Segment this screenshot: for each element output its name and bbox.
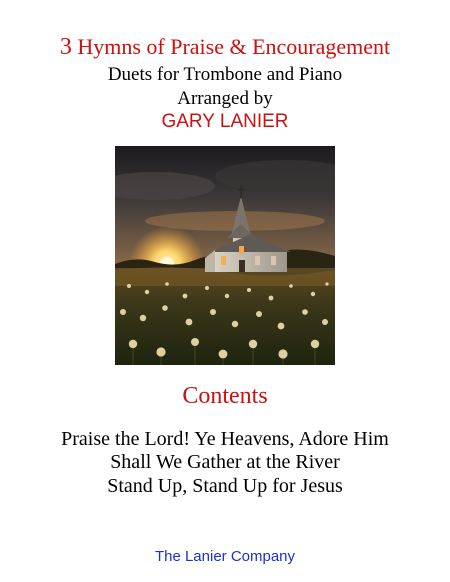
contents-item: Shall We Gather at the River: [110, 451, 340, 473]
cover-title: [0, 34, 450, 60]
contents-item: Stand Up, Stand Up for Jesus: [107, 475, 343, 497]
publisher-name: The Lanier Company: [154, 548, 296, 565]
title-text: Hymns of Praise & Encouragement: [77, 34, 391, 59]
title-number: 3: [59, 34, 72, 60]
arranged-by-label: Arranged by: [177, 88, 273, 109]
contents-item: Praise the Lord! Ye Heavens, Adore Him: [61, 428, 389, 450]
church-field-sunset-image: [115, 146, 335, 365]
arranger-name: GARY LANIER: [161, 111, 289, 132]
subtitle: Duets for Trombone and Piano: [107, 64, 343, 85]
contents-heading: Contents: [182, 383, 268, 409]
